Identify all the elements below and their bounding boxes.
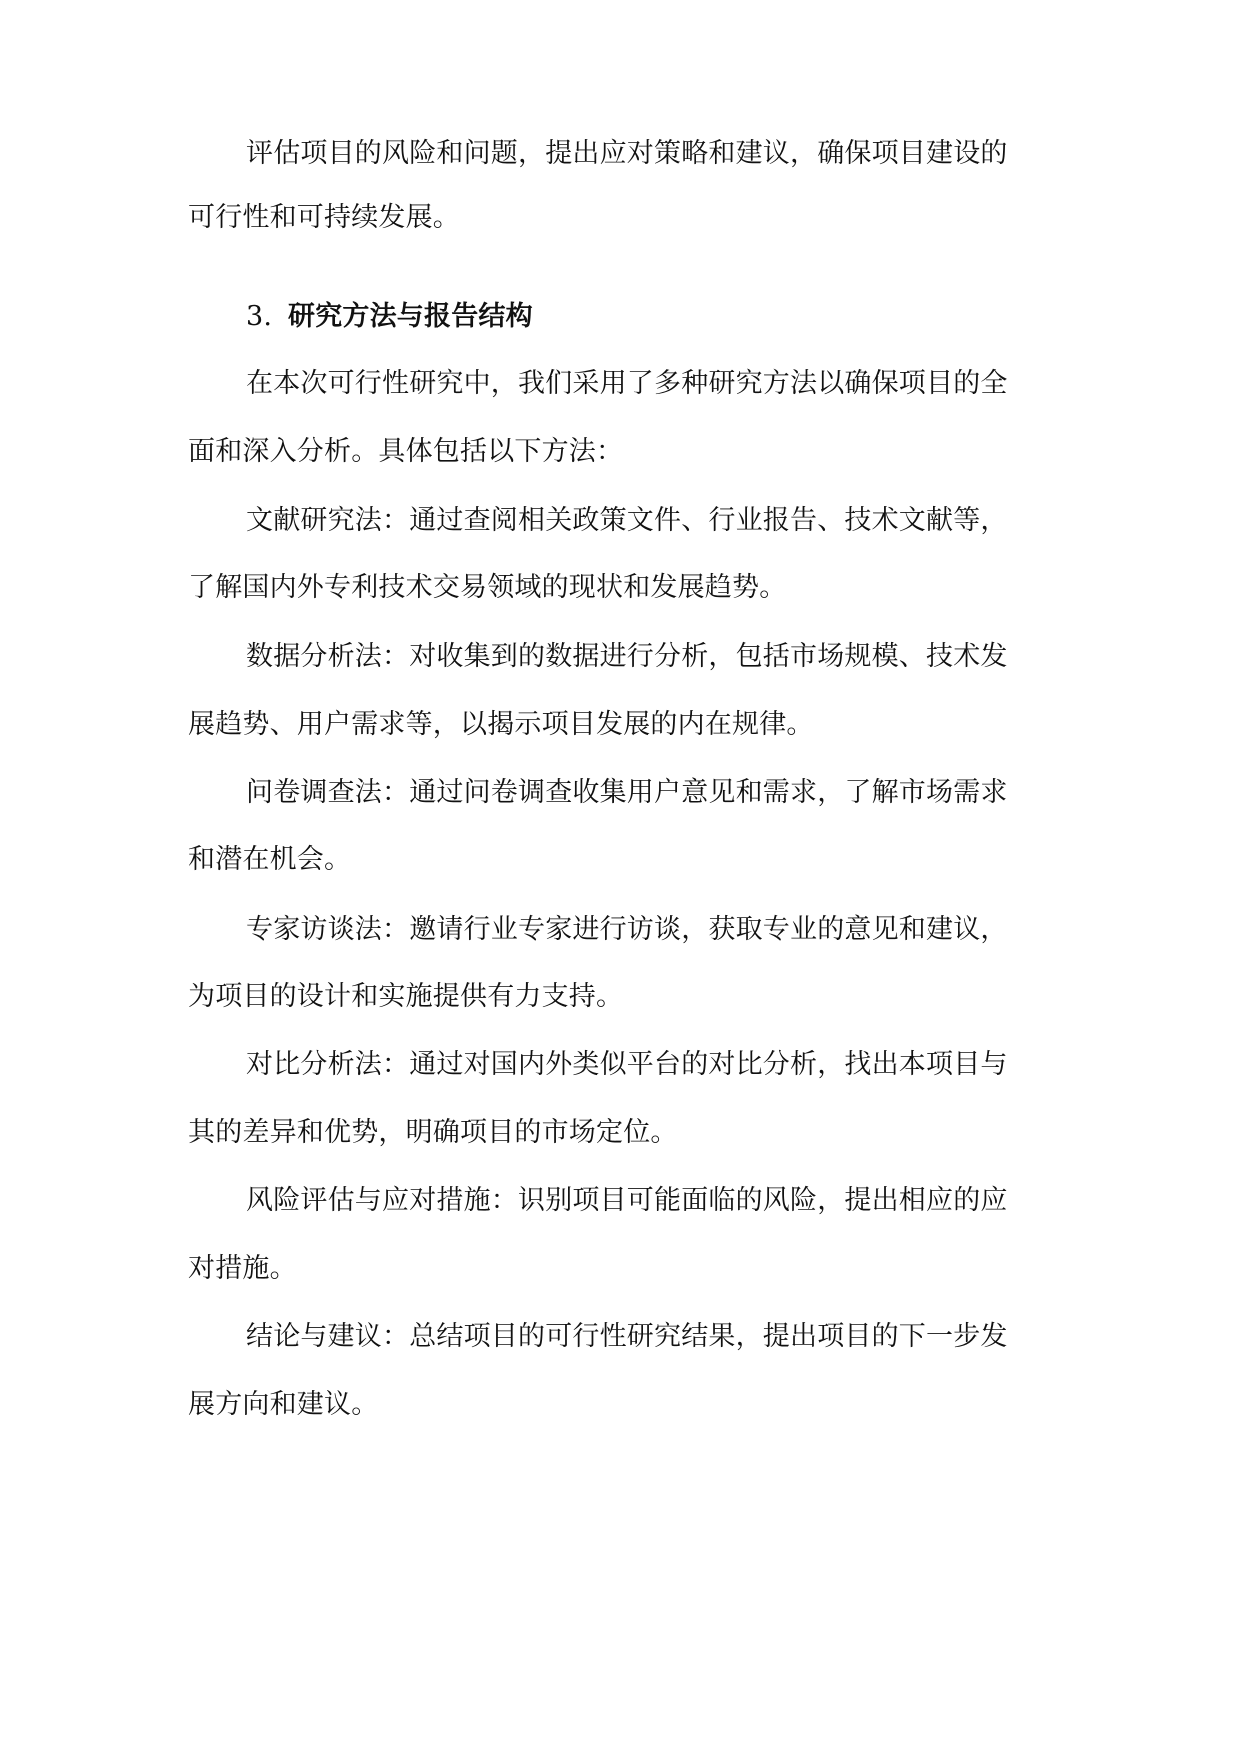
section-title: 研究方法与报告结构 xyxy=(288,301,533,332)
paragraph-1-line-2: 面和深入分析。具体包括以下方法： xyxy=(188,436,624,467)
intro-paragraph-line-1: 评估项目的风险和问题，提出应对策略和建议，确保项目建设的 xyxy=(246,138,1008,169)
paragraph-3-line-1: 数据分析法：对收集到的数据进行分析，包括市场规模、技术发 xyxy=(246,641,1008,672)
paragraph-5-line-2: 为项目的设计和实施提供有力支持。 xyxy=(188,981,624,1012)
paragraph-6-line-2: 其的差异和优势，明确项目的市场定位。 xyxy=(188,1117,678,1148)
section-number: 3. xyxy=(246,301,273,332)
paragraph-4-line-1: 问卷调查法：通过问卷调查收集用户意见和需求，了解市场需求 xyxy=(246,777,1008,808)
paragraph-5-line-1: 专家访谈法：邀请行业专家进行访谈，获取专业的意见和建议， xyxy=(246,914,1008,945)
paragraph-2-line-1: 文献研究法：通过查阅相关政策文件、行业报告、技术文献等， xyxy=(246,505,1008,536)
section-heading xyxy=(246,300,1048,334)
paragraph-7-line-1: 风险评估与应对措施：识别项目可能面临的风险，提出相应的应 xyxy=(246,1185,1008,1216)
paragraph-7-line-2: 对措施。 xyxy=(188,1253,297,1284)
paragraph-6-line-1: 对比分析法：通过对国内外类似平台的对比分析，找出本项目与 xyxy=(246,1049,1008,1080)
intro-paragraph-line-2: 可行性和可持续发展。 xyxy=(188,202,460,233)
paragraph-8-line-2: 展方向和建议。 xyxy=(188,1389,379,1420)
paragraph-1-line-1: 在本次可行性研究中，我们采用了多种研究方法以确保项目的全 xyxy=(246,368,1008,399)
paragraph-2-line-2: 了解国内外专利技术交易领域的现状和发展趋势。 xyxy=(188,572,787,603)
paragraph-8-line-1: 结论与建议：总结项目的可行性研究结果，提出项目的下一步发 xyxy=(246,1321,1008,1352)
paragraph-4-line-2: 和潜在机会。 xyxy=(188,844,352,875)
paragraph-3-line-2: 展趋势、用户需求等，以揭示项目发展的内在规律。 xyxy=(188,709,814,740)
